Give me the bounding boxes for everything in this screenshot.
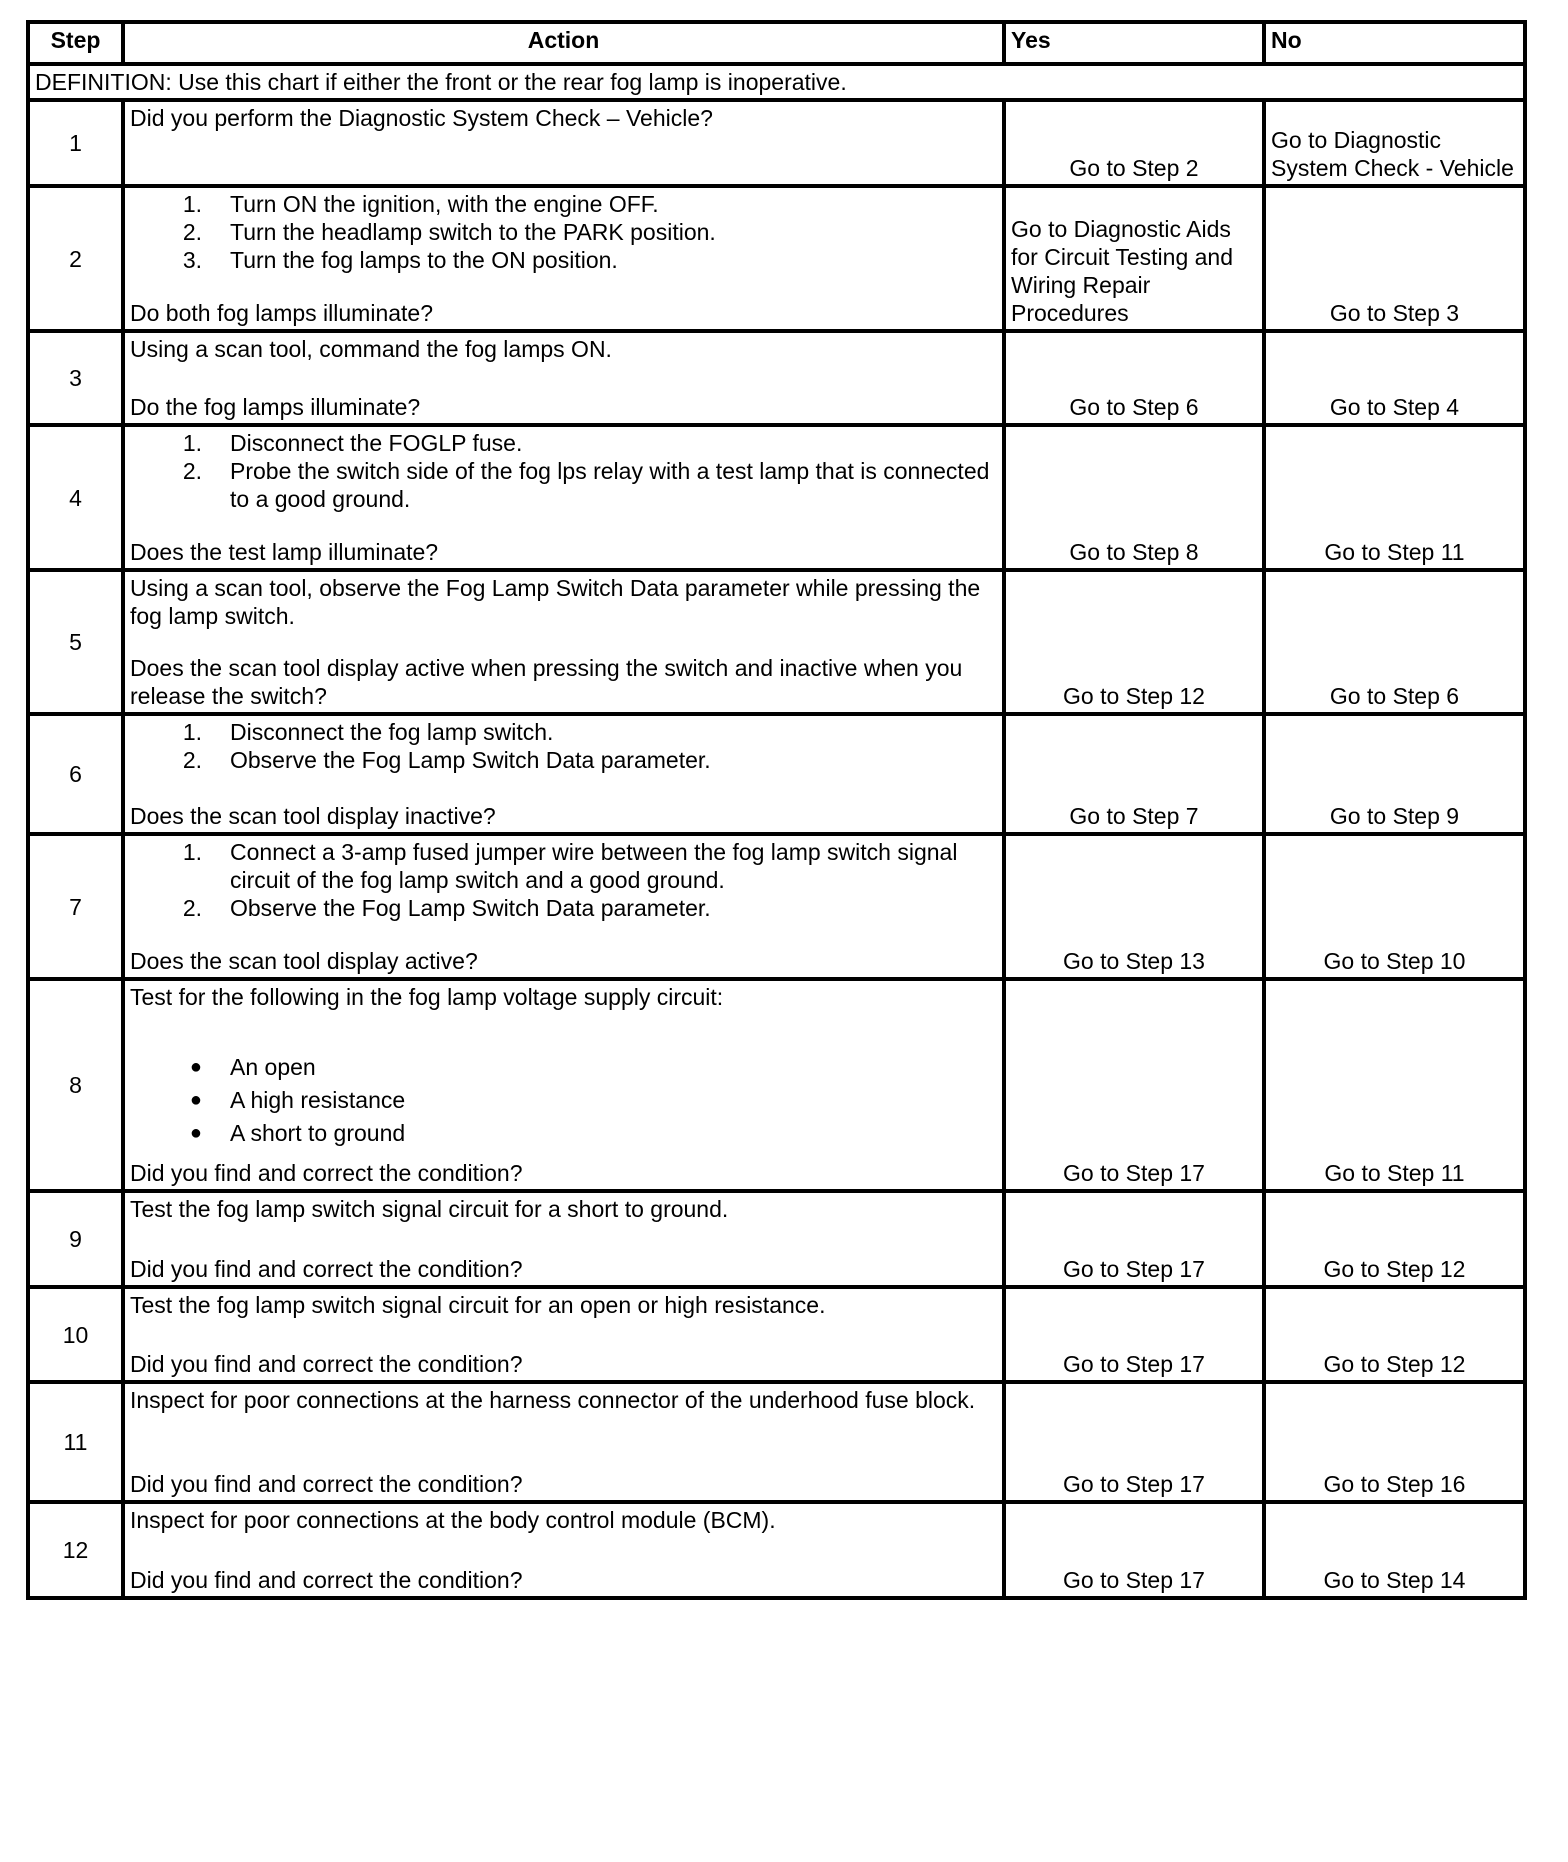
action-cell (123, 100, 1004, 186)
list-item-text: Connect a 3-amp fused jumper wire between the fog lamp switch signal circuit of the fog lamp switch and a good ground. (230, 839, 958, 893)
header-action: Action (123, 22, 1004, 64)
list-number: 3. (182, 247, 202, 273)
header-no: No (1264, 22, 1525, 64)
no-cell: Go to Diagnostic System Check - Vehicle (1264, 100, 1525, 186)
list-item-text: Observe the Fog Lamp Switch Data parameter. (230, 895, 711, 921)
list-item-text: Observe the Fog Lamp Switch Data parameter. (230, 747, 711, 773)
action-cell (123, 979, 1004, 1191)
definition-text: DEFINITION: Use this chart if either the front or the rear fog lamp is inoperative. (28, 64, 1525, 100)
table-row (28, 100, 1525, 186)
step-number: 10 (28, 1287, 123, 1382)
no-cell: Go to Step 11 (1264, 425, 1525, 570)
action-cell (123, 1287, 1004, 1382)
action-cell (123, 1191, 1004, 1287)
list-number: 1. (182, 719, 202, 745)
action-instructions (130, 574, 997, 630)
list-item-text: An open (230, 1054, 316, 1080)
yes-cell: Go to Step 7 (1004, 714, 1264, 834)
action-instructions (130, 838, 997, 922)
header-row (28, 22, 1525, 64)
action-instructions (130, 429, 997, 513)
step-number: 5 (28, 570, 123, 714)
action-content (125, 427, 1002, 568)
list-item-text: A high resistance (230, 1087, 406, 1113)
action-content (125, 716, 1002, 832)
list-item-text: Turn the fog lamps to the ON position. (230, 247, 618, 273)
action-text: Inspect for poor connections at the body control module (BCM). (130, 1507, 776, 1533)
table-row (28, 331, 1525, 425)
list-item (130, 457, 997, 513)
list-item (130, 894, 997, 922)
action-cell (123, 425, 1004, 570)
action-question: Does the scan tool display inactive? (130, 803, 496, 829)
yes-cell: Go to Step 17 (1004, 1382, 1264, 1502)
table-row (28, 1287, 1525, 1382)
action-content (125, 981, 1002, 1189)
action-cell (123, 331, 1004, 425)
list-item (130, 218, 997, 246)
action-instructions (130, 335, 997, 363)
action-content (125, 1504, 1002, 1596)
no-cell: Go to Step 3 (1264, 186, 1525, 331)
yes-cell: Go to Step 12 (1004, 570, 1264, 714)
step-number: 1 (28, 100, 123, 186)
numbered-list (130, 718, 997, 774)
list-number: 2. (182, 458, 202, 484)
action-instructions (130, 983, 997, 1150)
table-row (28, 714, 1525, 834)
action-instructions (130, 1386, 997, 1414)
action-question: Did you find and correct the condition? (130, 1471, 523, 1497)
action-cell (123, 714, 1004, 834)
table-row (28, 834, 1525, 979)
bullet-icon: ● (189, 1122, 202, 1144)
bullet-icon: ● (189, 1056, 202, 1078)
action-question: Did you find and correct the condition? (130, 1567, 523, 1593)
table-row (28, 1382, 1525, 1502)
numbered-list (130, 190, 997, 274)
bullet-icon: ● (189, 1089, 202, 1111)
step-number: 3 (28, 331, 123, 425)
yes-cell: Go to Step 6 (1004, 331, 1264, 425)
list-item-text: Probe the switch side of the fog lps relay with a test lamp that is connected to a good ground. (230, 458, 990, 512)
definition-row (28, 64, 1525, 100)
header-yes: Yes (1004, 22, 1264, 64)
table-row (28, 979, 1525, 1191)
list-number: 2. (182, 895, 202, 921)
action-instructions (130, 1291, 997, 1319)
action-content (125, 1384, 1002, 1500)
action-text: Test the fog lamp switch signal circuit for a short to ground. (130, 1196, 729, 1222)
action-question: Do the fog lamps illuminate? (130, 394, 421, 420)
no-cell: Go to Step 11 (1264, 979, 1525, 1191)
action-instructions (130, 1195, 997, 1223)
step-number: 8 (28, 979, 123, 1191)
action-text: Using a scan tool, observe the Fog Lamp Switch Data parameter while pressing the fog lamp switch. (130, 575, 981, 629)
action-text: Did you perform the Diagnostic System Check – Vehicle? (130, 105, 713, 131)
no-cell: Go to Step 6 (1264, 570, 1525, 714)
list-item-text: Turn ON the ignition, with the engine OFF. (230, 191, 659, 217)
action-question: Did you find and correct the condition? (130, 1256, 523, 1282)
no-cell: Go to Step 4 (1264, 331, 1525, 425)
action-text: Inspect for poor connections at the harness connector of the underhood fuse block. (130, 1387, 976, 1413)
action-content (125, 102, 1002, 184)
table-row (28, 1502, 1525, 1598)
header-step: Step (28, 22, 123, 64)
action-question: Do both fog lamps illuminate? (130, 300, 433, 326)
list-item (130, 190, 997, 218)
action-instructions (130, 104, 997, 132)
step-number: 7 (28, 834, 123, 979)
yes-cell: Go to Step 17 (1004, 1191, 1264, 1287)
no-cell: Go to Step 14 (1264, 1502, 1525, 1598)
list-item (130, 746, 997, 774)
numbered-list (130, 429, 997, 513)
no-cell: Go to Step 9 (1264, 714, 1525, 834)
step-number: 11 (28, 1382, 123, 1502)
list-item (130, 429, 997, 457)
action-cell (123, 186, 1004, 331)
no-cell: Go to Step 12 (1264, 1287, 1525, 1382)
list-item (130, 1051, 997, 1084)
action-instructions (130, 1506, 997, 1534)
yes-cell: Go to Step 13 (1004, 834, 1264, 979)
step-number: 2 (28, 186, 123, 331)
list-item (130, 838, 997, 894)
list-number: 2. (182, 747, 202, 773)
action-cell (123, 1382, 1004, 1502)
action-instructions (130, 190, 997, 274)
action-content (125, 572, 1002, 712)
yes-cell: Go to Step 17 (1004, 1287, 1264, 1382)
list-item (130, 1084, 997, 1117)
list-number: 1. (182, 191, 202, 217)
action-question: Does the test lamp illuminate? (130, 539, 439, 565)
action-cell (123, 1502, 1004, 1598)
step-number: 6 (28, 714, 123, 834)
action-text: Test for the following in the fog lamp voltage supply circuit: (130, 984, 724, 1010)
action-instructions (130, 718, 997, 774)
action-question: Did you find and correct the condition? (130, 1160, 523, 1186)
yes-cell: Go to Diagnostic Aids for Circuit Testing and Wiring Repair Procedures (1004, 186, 1264, 331)
list-item (130, 718, 997, 746)
list-item-text: A short to ground (230, 1120, 406, 1146)
action-question: Does the scan tool display active when pressing the switch and inactive when you release the switch? (130, 655, 963, 709)
table-row (28, 186, 1525, 331)
no-cell: Go to Step 12 (1264, 1191, 1525, 1287)
action-question: Did you find and correct the condition? (130, 1351, 523, 1377)
action-question: Does the scan tool display active? (130, 948, 478, 974)
no-cell: Go to Step 16 (1264, 1382, 1525, 1502)
no-cell: Go to Step 10 (1264, 834, 1525, 979)
list-item (130, 1117, 997, 1150)
action-content (125, 333, 1002, 423)
step-number: 4 (28, 425, 123, 570)
yes-cell: Go to Step 8 (1004, 425, 1264, 570)
list-item-text: Disconnect the FOGLP fuse. (230, 430, 523, 456)
action-content (125, 836, 1002, 977)
action-cell (123, 834, 1004, 979)
yes-cell: Go to Step 2 (1004, 100, 1264, 186)
bullet-list (130, 1051, 997, 1150)
table-row (28, 425, 1525, 570)
action-text: Using a scan tool, command the fog lamps ON. (130, 336, 612, 362)
list-item-text: Turn the headlamp switch to the PARK position. (230, 219, 716, 245)
table-row (28, 1191, 1525, 1287)
step-number: 12 (28, 1502, 123, 1598)
list-number: 1. (182, 430, 202, 456)
yes-cell: Go to Step 17 (1004, 1502, 1264, 1598)
list-number: 1. (182, 839, 202, 865)
action-content (125, 188, 1002, 329)
numbered-list (130, 838, 997, 922)
diagnostic-table (26, 20, 1527, 1600)
action-text: Test the fog lamp switch signal circuit for an open or high resistance. (130, 1292, 826, 1318)
action-content (125, 1193, 1002, 1285)
step-number: 9 (28, 1191, 123, 1287)
list-item (130, 246, 997, 274)
yes-cell: Go to Step 17 (1004, 979, 1264, 1191)
list-number: 2. (182, 219, 202, 245)
action-content (125, 1289, 1002, 1380)
table-row (28, 570, 1525, 714)
action-cell (123, 570, 1004, 714)
list-item-text: Disconnect the fog lamp switch. (230, 719, 554, 745)
